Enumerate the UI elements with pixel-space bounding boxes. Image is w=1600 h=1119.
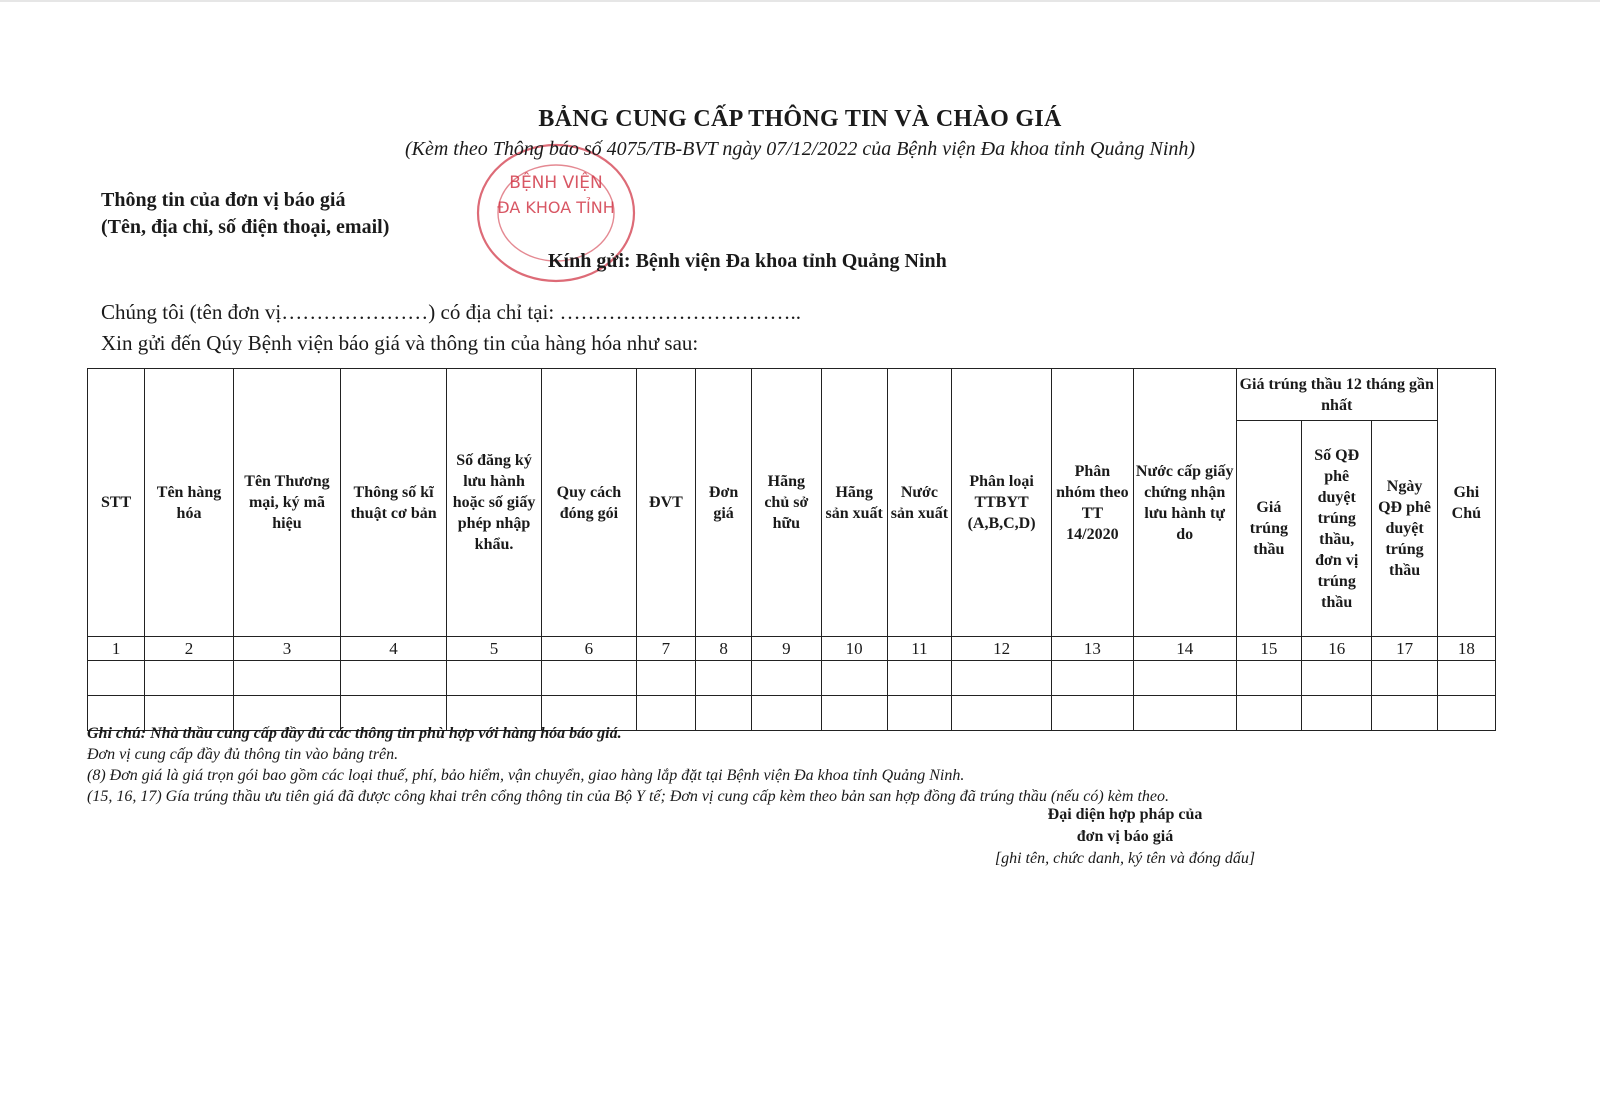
col-header-gia-trung-thau: Giá trúng thầu (1236, 421, 1301, 637)
svg-text:ĐA KHOA TỈNH: ĐA KHOA TỈNH (497, 198, 615, 217)
empty-cell[interactable] (233, 661, 340, 696)
signature-subtitle: đơn vị báo giá (1076, 828, 1174, 845)
column-number: 7 (636, 637, 695, 661)
col-header-so-dang-ky: Số đăng ký lưu hành hoặc số giấy phép nhập khẩu. (447, 369, 542, 637)
column-number: 14 (1133, 637, 1236, 661)
column-number: 5 (447, 637, 542, 661)
vendor-info-heading: Thông tin của đơn vị báo giá (101, 189, 346, 211)
empty-cell[interactable] (952, 661, 1052, 696)
column-number: 18 (1437, 637, 1495, 661)
empty-cell[interactable] (636, 661, 695, 696)
col-header-hang-san-xuat: Hãng sản xuất (821, 369, 887, 637)
empty-cell[interactable] (696, 661, 752, 696)
empty-cell[interactable] (341, 661, 447, 696)
body-line-1: Chúng tôi (tên đơn vị…………………) có địa chỉ tại: …………………………….. (101, 300, 801, 324)
empty-cell[interactable] (821, 661, 887, 696)
col-header-ngay-qd: Ngày QĐ phê duyệt trúng thầu (1372, 421, 1437, 637)
notes-line: Đơn vị cung cấp đầy đủ thông tin vào bảng trên. (87, 746, 399, 763)
column-number: 4 (341, 637, 447, 661)
column-number: 2 (145, 637, 234, 661)
document-title: BẢNG CUNG CẤP THÔNG TIN VÀ CHÀO GIÁ (538, 106, 1062, 132)
notes-heading: Ghi chú: Nhà thầu cung cấp đầy đủ các thông tin phù hợp với hàng hóa báo giá. (87, 725, 622, 742)
column-number: 11 (887, 637, 951, 661)
svg-text:BỆNH VIỆN: BỆNH VIỆN (509, 173, 603, 193)
column-number: 9 (752, 637, 821, 661)
column-number: 13 (1052, 637, 1134, 661)
empty-cell[interactable] (1437, 661, 1495, 696)
column-number: 12 (952, 637, 1052, 661)
column-number: 3 (233, 637, 340, 661)
notes-block (87, 723, 1496, 807)
empty-data-row (88, 661, 1496, 696)
col-header-ten-hang-hoa: Tên hàng hóa (145, 369, 234, 637)
col-header-don-gia: Đơn giá (696, 369, 752, 637)
empty-cell[interactable] (447, 661, 542, 696)
column-number: 16 (1302, 637, 1372, 661)
col-header-quy-cach: Quy cách đóng gói (541, 369, 636, 637)
col-header-phan-nhom: Phân nhóm theo TT 14/2020 (1052, 369, 1134, 637)
empty-cell[interactable] (145, 661, 234, 696)
document-subtitle: (Kèm theo Thông báo số 4075/TB-BVT ngày 07/12/2022 của Bệnh viện Đa khoa tỉnh Quảng Ninh) (404, 138, 1196, 160)
empty-cell[interactable] (1133, 661, 1236, 696)
scan-edge (0, 0, 1600, 2)
header-row-1 (88, 369, 1496, 421)
col-header-nuoc-cap-giay: Nước cấp giấy chứng nhận lưu hành tự do (1133, 369, 1236, 637)
empty-cell[interactable] (887, 661, 951, 696)
empty-cell[interactable] (752, 661, 821, 696)
col-header-dvt: ĐVT (636, 369, 695, 637)
notes-line: (8) Đơn giá là giá trọn gói bao gồm các loại thuế, phí, bảo hiểm, vận chuyển, giao hàng lắp đặt tại Bệnh viện Đa khoa tỉnh Quảng Ninh. (87, 767, 965, 784)
col-header-nuoc-san-xuat: Nước sản xuất (887, 369, 951, 637)
column-number-row (88, 637, 1496, 661)
col-header-gia-trung-thau-group: Giá trúng thầu 12 tháng gần nhất (1236, 369, 1437, 421)
notes-line: (15, 16, 17) Gía trúng thầu ưu tiên giá đã được công khai trên cổng thông tin của Bộ Y tế; Đơn vị cung cấp kèm theo bản san hợp đồng đã trúng thầu (nếu có) kèm theo. (87, 788, 1170, 805)
quotation-table (87, 368, 1496, 731)
empty-cell[interactable] (88, 661, 145, 696)
empty-cell[interactable] (1236, 661, 1301, 696)
body-line-2: Xin gửi đến Qúy Bệnh viện báo giá và thông tin của hàng hóa như sau: (101, 331, 699, 355)
column-number: 10 (821, 637, 887, 661)
empty-cell[interactable] (1052, 661, 1134, 696)
col-header-thong-so: Thông số kĩ thuật cơ bản (341, 369, 447, 637)
signature-instruction: [ghi tên, chức danh, ký tên và đóng dấu] (994, 850, 1256, 867)
column-number: 15 (1236, 637, 1301, 661)
vendor-info-detail: (Tên, địa chỉ, số điện thoại, email) (101, 216, 390, 238)
col-header-phan-loai: Phân loại TTBYT (A,B,C,D) (952, 369, 1052, 637)
column-number: 17 (1372, 637, 1437, 661)
col-header-ghi-chu: Ghi Chú (1437, 369, 1495, 637)
col-header-ten-thuong-mai: Tên Thương mại, ký mã hiệu (233, 369, 340, 637)
col-header-hang-chu-so-huu: Hãng chủ sở hữu (752, 369, 821, 637)
col-header-stt: STT (88, 369, 145, 637)
col-header-so-qd: Số QĐ phê duyệt trúng thầu, đơn vị trúng thầu (1302, 421, 1372, 637)
empty-cell[interactable] (541, 661, 636, 696)
column-number: 6 (541, 637, 636, 661)
signature-title: Đại diện hợp pháp của (1047, 806, 1203, 823)
recipient-line: Kính gửi: Bệnh viện Đa khoa tỉnh Quảng Ninh (548, 250, 947, 272)
column-number: 8 (696, 637, 752, 661)
empty-cell[interactable] (1302, 661, 1372, 696)
column-number: 1 (88, 637, 145, 661)
empty-cell[interactable] (1372, 661, 1437, 696)
